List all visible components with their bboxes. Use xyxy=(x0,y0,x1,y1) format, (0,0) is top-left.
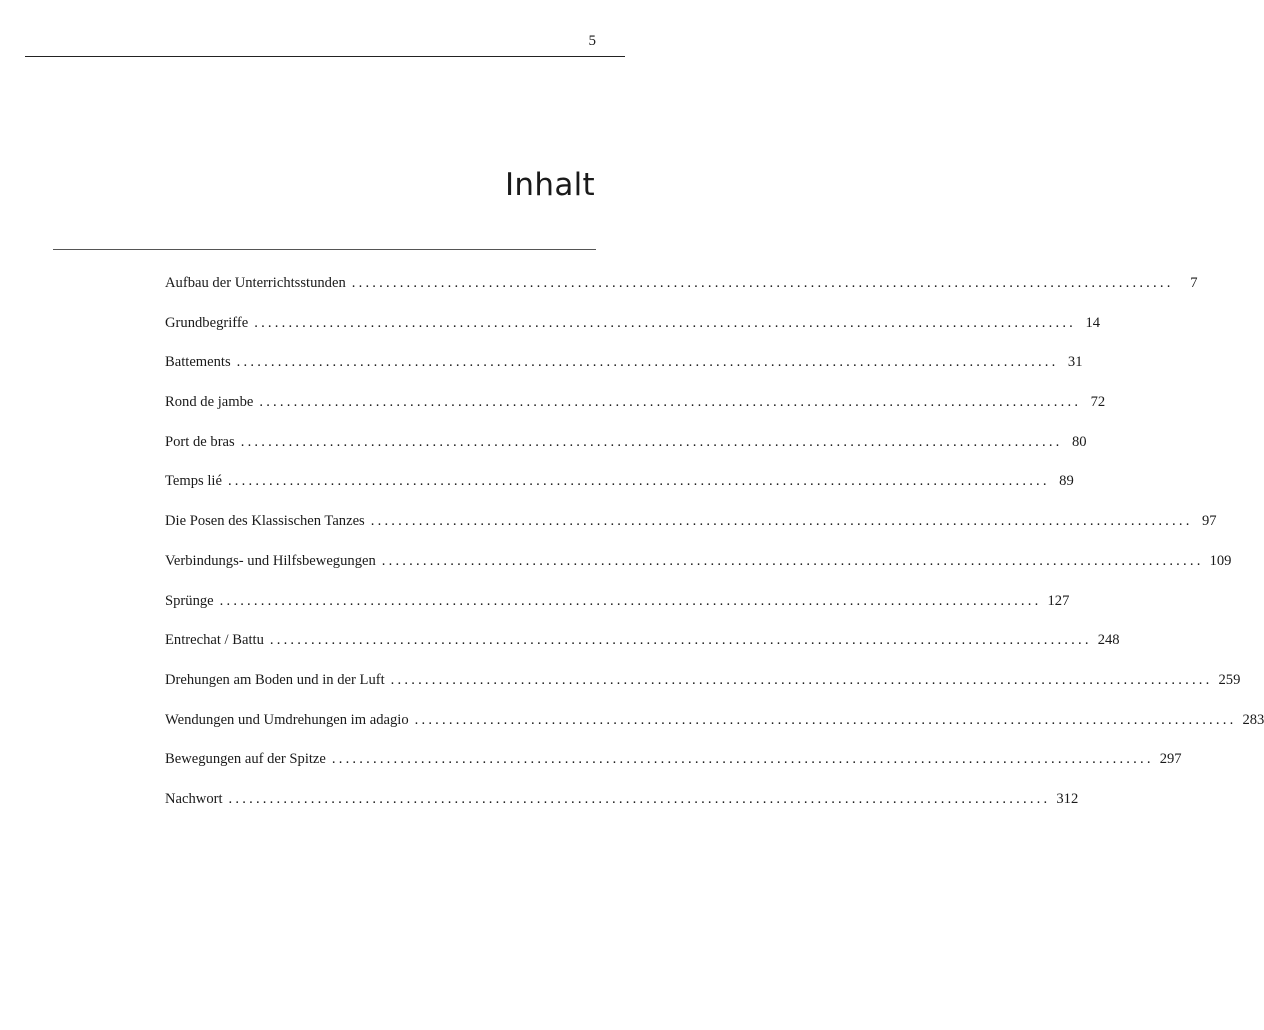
dot-leader: ........................................................................................................................ xyxy=(227,473,1050,490)
toc-entry[interactable] xyxy=(165,431,1087,471)
toc-entry-page-number: 72 xyxy=(1090,394,1106,411)
toc-entry[interactable] xyxy=(165,788,1079,828)
toc-entry[interactable] xyxy=(165,709,1264,749)
dot-leader: ........................................................................................................................ xyxy=(381,552,1204,569)
toc-entry[interactable] xyxy=(165,351,1083,391)
toc-entry-label: Temps lié xyxy=(165,473,222,490)
dot-leader: ........................................................................................................................ xyxy=(254,314,1077,331)
toc-entry-label: Nachwort xyxy=(165,790,223,807)
toc-entry-page-number: 109 xyxy=(1209,552,1232,569)
dot-leader: ........................................................................................................................ xyxy=(269,632,1092,649)
toc-entry-label: Die Posen des Klassischen Tanzes xyxy=(165,513,365,530)
header-rule xyxy=(25,56,625,57)
toc-entry[interactable] xyxy=(165,550,1232,590)
toc-entry-label: Drehungen am Boden und in der Luft xyxy=(165,671,385,688)
dot-leader: ........................................................................................................................ xyxy=(236,354,1059,371)
dot-leader: ........................................................................................................................ xyxy=(219,592,1042,609)
dot-leader: ........................................................................................................................ xyxy=(414,711,1237,728)
toc-entry-page-number: 248 xyxy=(1097,632,1120,649)
page-title: Inhalt xyxy=(504,167,595,203)
toc-entry[interactable] xyxy=(165,669,1241,709)
toc-entry-page-number: 259 xyxy=(1218,671,1241,688)
toc-entry-page-number: 97 xyxy=(1201,513,1217,530)
toc-entry-label: Sprünge xyxy=(165,592,214,609)
dot-leader: ........................................................................................................................ xyxy=(240,433,1063,450)
toc-entry-page-number: 127 xyxy=(1047,592,1070,609)
page-number: 5 xyxy=(588,33,596,49)
toc-entry-label: Wendungen und Umdrehungen im adagio xyxy=(165,711,409,728)
dot-leader: ........................................................................................................................ xyxy=(351,275,1174,291)
dot-leader: ........................................................................................................................ xyxy=(228,790,1051,807)
toc-entry[interactable] xyxy=(165,590,1070,630)
toc-entry[interactable] xyxy=(165,391,1106,431)
toc-entry-label: Verbindungs- und Hilfsbewegungen xyxy=(165,552,376,569)
toc-entry-label: Aufbau der Unterrichtsstunden xyxy=(165,275,346,291)
dot-leader: ........................................................................................................................ xyxy=(370,513,1193,530)
toc-entry-label: Entrechat / Battu xyxy=(165,632,264,649)
toc-entry-page-number: 31 xyxy=(1067,354,1083,371)
toc-entry[interactable] xyxy=(165,272,1198,312)
toc-entry-page-number: 14 xyxy=(1085,314,1101,331)
dot-leader: ........................................................................................................................ xyxy=(390,671,1213,688)
toc-entry-label: Port de bras xyxy=(165,433,235,450)
toc-entry-page-number: 283 xyxy=(1242,711,1264,728)
toc-entry[interactable] xyxy=(165,629,1120,669)
toc-entry[interactable] xyxy=(165,748,1182,788)
toc-entry[interactable] xyxy=(165,312,1101,352)
dot-leader: ........................................................................................................................ xyxy=(331,751,1154,768)
table-of-contents xyxy=(165,272,1264,828)
toc-entry-label: Grundbegriffe xyxy=(165,314,249,331)
title-rule xyxy=(53,249,596,250)
toc-entry-page-number: 89 xyxy=(1059,473,1074,490)
toc-entry-label: Rond de jambe xyxy=(165,394,254,411)
toc-entry-page-number: 312 xyxy=(1056,790,1079,807)
dot-leader: ........................................................................................................................ xyxy=(259,394,1082,411)
toc-entry-page-number: 80 xyxy=(1071,433,1087,450)
toc-entry-page-number: 297 xyxy=(1159,751,1182,768)
toc-entry-label: Battements xyxy=(165,354,231,371)
toc-entry[interactable] xyxy=(165,510,1217,550)
toc-entry-label: Bewegungen auf der Spitze xyxy=(165,751,326,768)
toc-entry[interactable] xyxy=(165,470,1074,510)
toc-entry-page-number: 7 xyxy=(1190,275,1198,291)
